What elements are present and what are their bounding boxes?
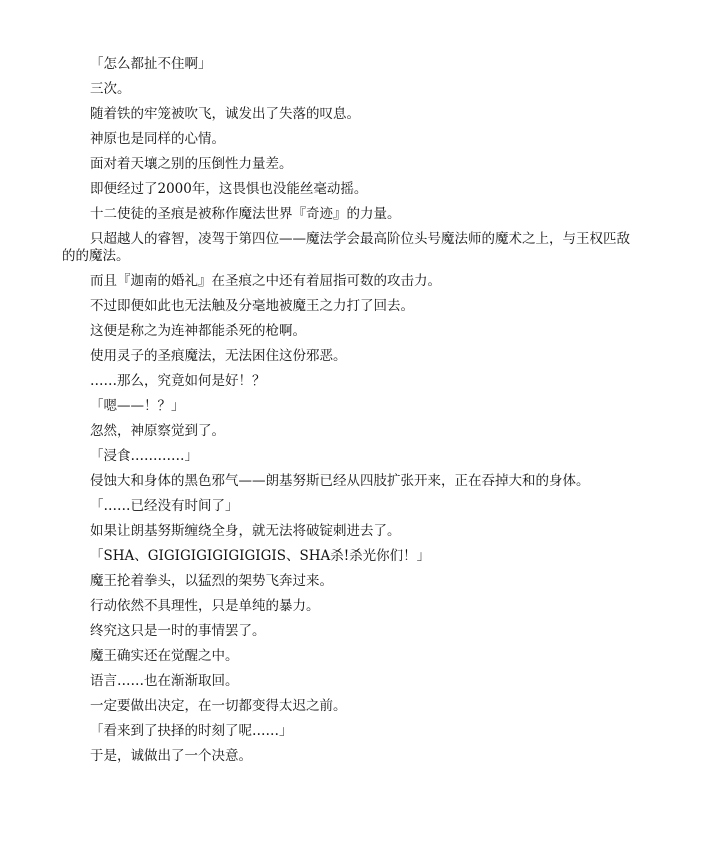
paragraph: 只超越人的睿智，凌驾于第四位——魔法学会最高阶位头号魔法师的魔术之上，与王权匹敌的的魔法。 [62, 231, 630, 264]
paragraph: 而且『迦南的婚礼』在圣痕之中还有着屈指可数的攻击力。 [90, 273, 441, 289]
paragraph: 使用灵子的圣痕魔法，无法困住这份邪恶。 [90, 348, 347, 364]
paragraph: 三次。 [90, 81, 131, 97]
paragraph: 「SHA、GIGIGIGIGIGIGIGIS、SHA杀!杀光你们！」 [90, 548, 431, 564]
paragraph: 「嗯——！？」 [90, 398, 185, 414]
paragraph: 终究这只是一时的事情罢了。 [90, 623, 266, 639]
paragraph: 「怎么都扯不住啊」 [90, 56, 212, 72]
paragraph: 十二使徒的圣痕是被称作魔法世界『奇迹』的力量。 [90, 206, 401, 222]
paragraph: 魔王抡着拳头，以猛烈的架势飞奔过来。 [90, 573, 333, 589]
paragraph: 神原也是同样的心情。 [90, 131, 225, 147]
paragraph: 「看来到了抉择的时刻了呢……」 [90, 723, 293, 739]
document-body [62, 56, 642, 773]
paragraph: 语言……也在渐渐取回。 [90, 673, 239, 689]
paragraph: 于是，诚做出了一个决意。 [90, 748, 252, 764]
paragraph: 忽然，神原察觉到了。 [90, 423, 225, 439]
paragraph: ……那么，究竟如何是好！？ [90, 373, 266, 389]
paragraph: 这便是称之为连神都能杀死的枪啊。 [90, 323, 306, 339]
paragraph: 「……已经没有时间了」 [90, 498, 239, 514]
paragraph: 「浸食…………」 [90, 448, 198, 464]
paragraph: 随着铁的牢笼被吹飞，诚发出了失落的叹息。 [90, 106, 360, 122]
paragraph: 侵蚀大和身体的黑色邪气——朗基努斯已经从四肢扩张开来，正在吞掉大和的身体。 [90, 473, 590, 489]
paragraph: 不过即便如此也无法触及分毫地被魔王之力打了回去。 [90, 298, 414, 314]
paragraph: 即便经过了2000年，这畏惧也没能丝毫动摇。 [90, 181, 368, 197]
paragraph: 行动依然不具理性，只是单纯的暴力。 [90, 598, 320, 614]
paragraph: 如果让朗基努斯缠绕全身，就无法将破锭刺进去了。 [90, 523, 401, 539]
paragraph: 面对着天壤之别的压倒性力量差。 [90, 156, 293, 172]
paragraph: 魔王确实还在觉醒之中。 [90, 648, 239, 664]
paragraph: 一定要做出决定，在一切都变得太迟之前。 [90, 698, 347, 714]
